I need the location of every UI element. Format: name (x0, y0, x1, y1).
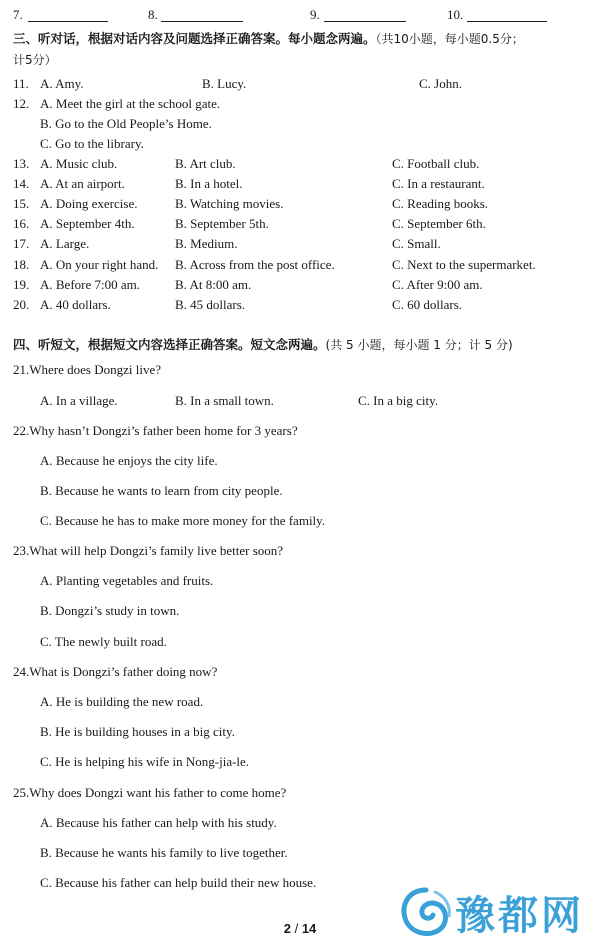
q18-number: 18. (13, 257, 30, 272)
q14-option-c[interactable]: C. In a restaurant. (392, 176, 485, 191)
q13-option-a[interactable]: A. Music club. (40, 156, 118, 171)
page-footer (0, 921, 600, 936)
q21-question: 21.Where does Dongzi live? (13, 362, 162, 377)
q17-number: 17. (13, 236, 30, 251)
q11-option-b[interactable]: B. Lucy. (202, 76, 247, 91)
blank-label-8: 8. (148, 7, 158, 22)
q16-number: 16. (13, 216, 30, 231)
q17-option-c[interactable]: C. Small. (392, 236, 441, 251)
logo-text: 豫都网 (455, 893, 584, 939)
section-4-title: 四、听短文，根据短文内容选择正确答案。短文念两遍。 (13, 337, 326, 352)
section-4-heading (13, 337, 513, 353)
section-3-title: 三、听对话，根据对话内容及问题选择正确答案。每小题念两遍。 (13, 31, 376, 46)
q11-option-a[interactable]: A. Amy. (40, 76, 84, 91)
q11-option-c[interactable]: C. John. (419, 76, 462, 91)
q12-option-b[interactable]: B. Go to the Old People’s Home. (40, 116, 212, 131)
q25-question: 25.Why does Dongzi want his father to come home? (13, 785, 287, 800)
q23-option-a[interactable]: A. Planting vegetables and fruits. (40, 573, 214, 588)
q12-option-c[interactable]: C. Go to the library. (40, 136, 144, 151)
q15-option-b[interactable]: B. Watching movies. (175, 196, 284, 211)
q24-option-b[interactable]: B. He is building houses in a big city. (40, 724, 235, 739)
section-3-note: （共10小题，每小题0.5分； (375, 32, 524, 46)
q12-number: 12. (13, 96, 30, 111)
q19-option-a[interactable]: A. Before 7:00 am. (40, 277, 141, 292)
q13-number: 13. (13, 156, 30, 171)
site-watermark-logo (395, 880, 600, 946)
answer-blank-8[interactable] (161, 21, 243, 22)
q20-option-b[interactable]: B. 45 dollars. (175, 297, 246, 312)
q20-option-a[interactable]: A. 40 dollars. (40, 297, 111, 312)
page-separator: / (294, 921, 299, 936)
answer-blank-9[interactable] (324, 21, 406, 22)
q19-option-c[interactable]: C. After 9:00 am. (392, 277, 483, 292)
q14-option-b[interactable]: B. In a hotel. (175, 176, 243, 191)
q16-option-a[interactable]: A. September 4th. (40, 216, 135, 231)
page-current: 2 (283, 921, 291, 936)
q18-option-c[interactable]: C. Next to the supermarket. (392, 257, 536, 272)
q21-option-a[interactable]: A. In a village. (40, 393, 118, 408)
q11-number: 11. (13, 76, 29, 91)
q23-option-c[interactable]: C. The newly built road. (40, 634, 167, 649)
q14-option-a[interactable]: A. At an airport. (40, 176, 125, 191)
q13-option-c[interactable]: C. Football club. (392, 156, 480, 171)
q16-option-b[interactable]: B. September 5th. (175, 216, 269, 231)
q21-option-b[interactable]: B. In a small town. (175, 393, 274, 408)
q12-option-a[interactable]: A. Meet the girl at the school gate. (40, 96, 221, 111)
section-3-heading (13, 31, 524, 47)
q17-option-b[interactable]: B. Medium. (175, 236, 238, 251)
q22-option-b[interactable]: B. Because he wants to learn from city people. (40, 483, 283, 498)
q17-option-a[interactable]: A. Large. (40, 236, 90, 251)
section-4-note: (共 5 小题，每小题 1 分；计 5 分) (325, 338, 513, 352)
q25-option-a[interactable]: A. Because his father can help with his study. (40, 815, 277, 830)
q24-option-a[interactable]: A. He is building the new road. (40, 694, 204, 709)
q14-number: 14. (13, 176, 30, 191)
q15-number: 15. (13, 196, 30, 211)
blank-label-10: 10. (447, 7, 464, 22)
answer-blank-10[interactable] (467, 21, 547, 22)
q22-option-c[interactable]: C. Because he has to make more money for the family. (40, 513, 326, 528)
q16-option-c[interactable]: C. September 6th. (392, 216, 486, 231)
q24-question: 24.What is Dongzi’s father doing now? (13, 664, 218, 679)
q25-option-c[interactable]: C. Because his father can help build their new house. (40, 875, 317, 890)
q20-number: 20. (13, 297, 30, 312)
q19-number: 19. (13, 277, 30, 292)
q22-question: 22.Why hasn’t Dongzi’s father been home for 3 years? (13, 423, 298, 438)
q13-option-b[interactable]: B. Art club. (175, 156, 236, 171)
q21-option-c[interactable]: C. In a big city. (358, 393, 439, 408)
q18-option-a[interactable]: A. On your right hand. (40, 257, 159, 272)
q15-option-a[interactable]: A. Doing exercise. (40, 196, 138, 211)
q20-option-c[interactable]: C. 60 dollars. (392, 297, 463, 312)
q15-option-c[interactable]: C. Reading books. (392, 196, 489, 211)
blank-label-9: 9. (310, 7, 320, 22)
q19-option-b[interactable]: B. At 8:00 am. (175, 277, 252, 292)
q18-option-b[interactable]: B. Across from the post office. (175, 257, 335, 272)
q25-option-b[interactable]: B. Because he wants his family to live together. (40, 845, 288, 860)
blank-label-7: 7. (13, 7, 23, 22)
answer-blank-7[interactable] (28, 21, 108, 22)
q24-option-c[interactable]: C. He is helping his wife in Nong-jia-le. (40, 754, 250, 769)
page-total: 14 (301, 921, 317, 936)
q22-option-a[interactable]: A. Because he enjoys the city life. (40, 453, 218, 468)
q23-option-b[interactable]: B. Dongzi’s study in town. (40, 603, 180, 618)
section-3-note-cont: 计5分） (13, 53, 57, 67)
q23-question: 23.What will help Dongzi’s family live better soon? (13, 543, 284, 558)
